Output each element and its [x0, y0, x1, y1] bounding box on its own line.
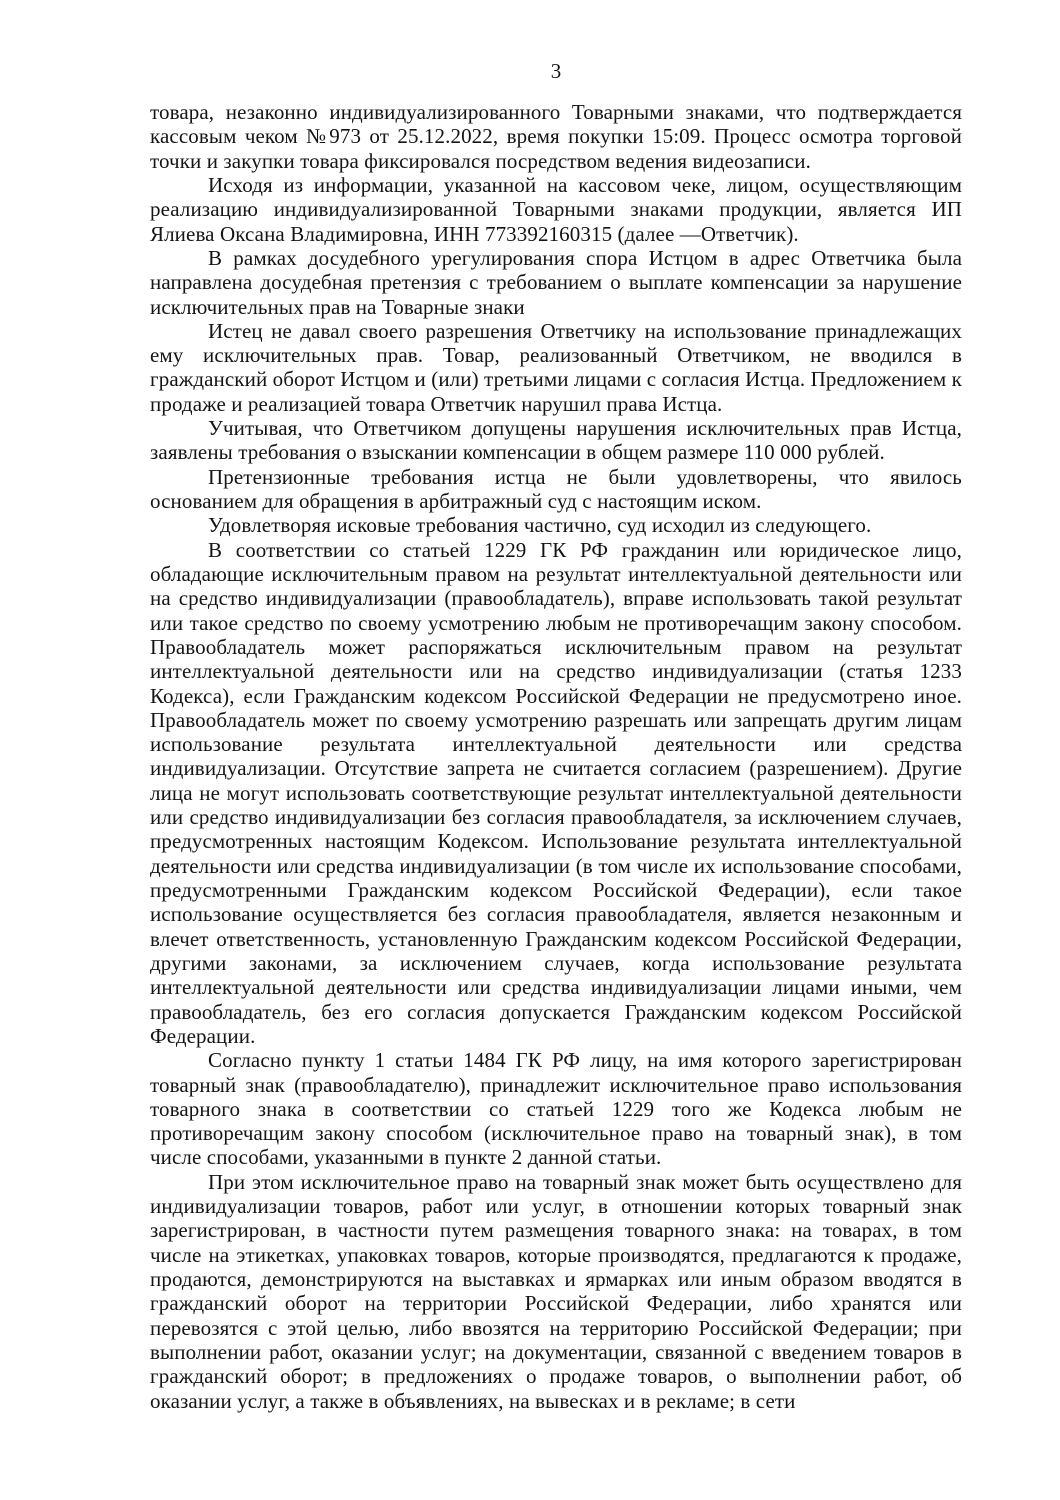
page-number: 3	[550, 59, 562, 83]
paragraph: При этом исключительное право на товарный знак может быть осуществлено для индивидуализации товаров, работ или услуг, в отношении которых товарный знак зарегистрирован, в частности путем размещения товарного знака: на товарах, в том числе на этикетках, упаковках товаров, которые производятся, предлагаются к продаже, продаются, демонстрируются на выставках и ярмарках или иным образом вводятся в гражданский оборот на территории Российской Федерации, либо хранятся или перевозятся с этой целью, либо ввозятся на территорию Российской Федерации; при выполнении работ, оказании услуг; на документации, связанной с введением товаров в гражданский оборот; в предложениях о продаже товаров, о выполнении работ, об оказании услуг, а также в объявлениях, на вывесках и в рекламе; в сети	[150, 1169, 962, 1413]
paragraph: Учитывая, что Ответчиком допущены нарушения исключительных прав Истца, заявлены требования о взыскании компенсации в общем размере 110 000 рублей.	[150, 416, 962, 465]
paragraph: Претензионные требования истца не были удовлетворены, что явилось основанием для обращения в арбитражный суд с настоящим иском.	[150, 464, 962, 513]
document-body	[150, 100, 962, 1413]
paragraph: Истец не давал своего разрешения Ответчику на использование принадлежащих ему исключительных прав. Товар, реализованный Ответчиком, не вводился в гражданский оборот Истцом и (или) третьими лицами с согласия Истца. Предложением к продаже и реализацией товара Ответчик нарушил права Истца.	[150, 318, 962, 416]
paragraph: Согласно пункту 1 статьи 1484 ГК РФ лицу, на имя которого зарегистрирован товарный знак (правообладателю), принадлежит исключительное право использования товарного знака в соответствии со статьей 1229 того же Кодекса любым не противоречащим закону способом (исключительное право на товарный знак), в том числе способами, указанными в пункте 2 данной статьи.	[150, 1048, 962, 1170]
paragraph: Удовлетворяя исковые требования частично, суд исходил из следующего.	[208, 513, 872, 538]
paragraph-continuation: товара, незаконно индивидуализированного Товарными знаками, что подтверждается кассовым чеком №973 от 25.12.2022, время покупки 15:09. Процесс осмотра торговой точки и закупки товара фиксировался посредством ведения видеозаписи.	[150, 100, 962, 173]
paragraph: В соответствии со статьей 1229 ГК РФ гражданин или юридическое лицо, обладающие исключительным правом на результат интеллектуальной деятельности или на средство индивидуализации (правообладатель), вправе использовать такой результат или такое средство по своему усмотрению любым не противоречащим закону способом. Правообладатель может распоряжаться исключительным правом на результат интеллектуальной деятельности или на средство индивидуализации (статья 1233 Кодекса), если Гражданским кодексом Российской Федерации не предусмотрено иное. Правообладатель может по своему усмотрению разрешать или запрещать другим лицам использование результата интеллектуальной деятельности или средства индивидуализации. Отсутствие запрета не считается согласием (разрешением). Другие лица не могут использовать соответствующие результат интеллектуальной деятельности или средство индивидуализации без согласия правообладателя, за исключением случаев, предусмотренных настоящим Кодексом. Использование результата интеллектуальной деятельности или средства индивидуализации (в том числе их использование способами, предусмотренными Гражданским кодексом Российской Федерации), если такое использование осуществляется без согласия правообладателя, является незаконным и влечет ответственность, установленную Гражданским кодексом Российской Федерации, другими законами, за исключением случаев, когда использование результата интеллектуальной деятельности или средства индивидуализации лицами иными, чем правообладатель, без его согласия допускается Гражданским кодексом Российской Федерации.	[150, 537, 962, 1048]
paragraph: Исходя из информации, указанной на кассовом чеке, лицом, осуществляющим реализацию индивидуализированной Товарными знаками продукции, является ИП Ялиева Оксана Владимировна, ИНН 773392160315 (далее —Ответчик).	[150, 172, 962, 246]
paragraph: В рамках досудебного урегулирования спора Истцом в адрес Ответчика была направлена досудебная претензия с требованием о выплате компенсации за нарушение исключительных прав на Товарные знаки	[150, 245, 962, 319]
